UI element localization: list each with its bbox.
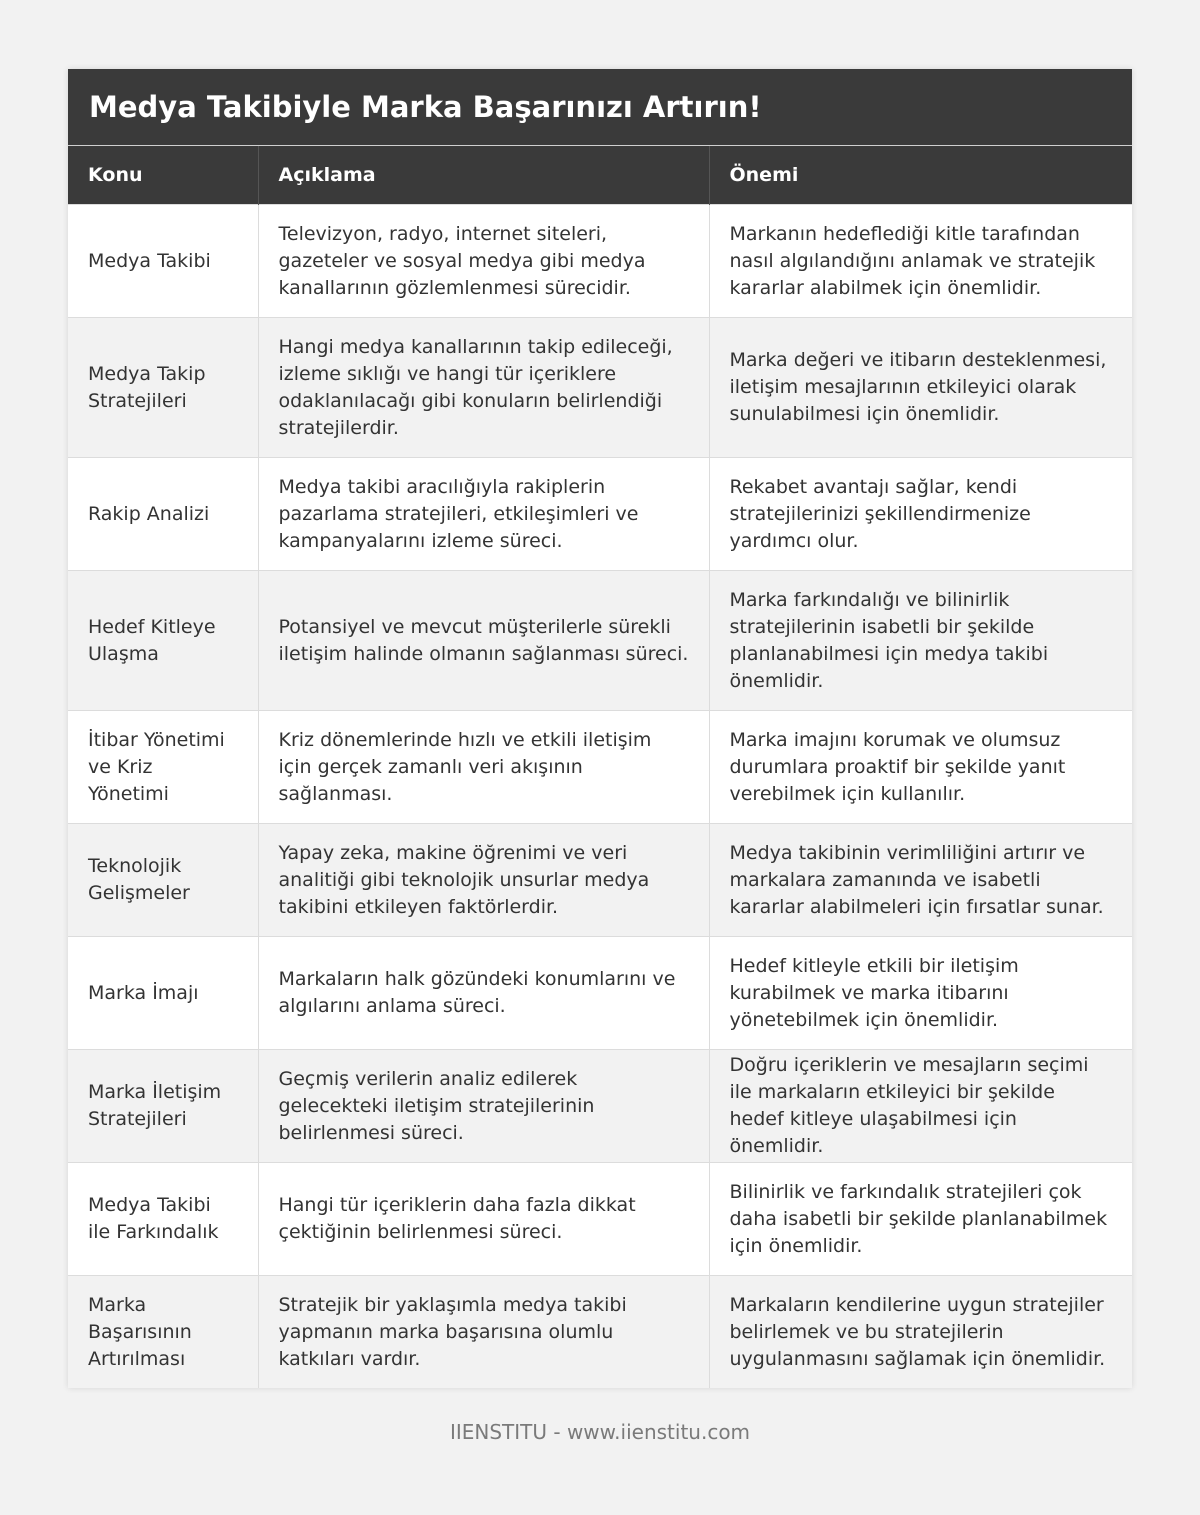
cell-onemi: Markanın hedeflediği kitle tarafından nasıl algılandığını anlamak ve stratejik kararlar alabilmek için önemlidir. — [709, 205, 1132, 318]
cell-konu: İtibar Yönetimi ve Kriz Yönetimi — [68, 711, 258, 824]
header-aciklama: Açıklama — [258, 146, 709, 205]
cell-konu: Medya Takip Stratejileri — [68, 318, 258, 458]
cell-konu: Medya Takibi ile Farkındalık — [68, 1163, 258, 1276]
table-row — [68, 1050, 1132, 1163]
table-row — [68, 937, 1132, 1050]
cell-aciklama: Yapay zeka, makine öğrenimi ve veri analitiği gibi teknolojik unsurlar medya takibini etkileyen faktörlerdir. — [258, 824, 709, 937]
cell-onemi: Bilinirlik ve farkındalık stratejileri çok daha isabetli bir şekilde planlanabilmek için önemlidir. — [709, 1163, 1132, 1276]
cell-konu: Marka Başarısının Artırılması — [68, 1276, 258, 1389]
cell-aciklama: Geçmiş verilerin analiz edilerek gelecekteki iletişim stratejilerinin belirlenmesi süreci. — [258, 1050, 709, 1163]
cell-onemi: Marka imajını korumak ve olumsuz durumlara proaktif bir şekilde yanıt verebilmek için kullanılır. — [709, 711, 1132, 824]
cell-onemi: Hedef kitleyle etkili bir iletişim kurabilmek ve marka itibarını yönetebilmek için önemlidir. — [709, 937, 1132, 1050]
cell-onemi: Marka farkındalığı ve bilinirlik stratejilerinin isabetli bir şekilde planlanabilmesi için medya takibi önemlidir. — [709, 571, 1132, 711]
table-row — [68, 1276, 1132, 1389]
cell-konu: Marka İletişim Stratejileri — [68, 1050, 258, 1163]
cell-aciklama: Potansiyel ve mevcut müşterilerle sürekli iletişim halinde olmanın sağlanması süreci. — [258, 571, 709, 711]
cell-konu: Medya Takibi — [68, 205, 258, 318]
cell-onemi: Medya takibinin verimliliğini artırır ve markalara zamanında ve isabetli kararlar alabilmeleri için fırsatlar sunar. — [709, 824, 1132, 937]
cell-konu: Rakip Analizi — [68, 458, 258, 571]
table-row — [68, 711, 1132, 824]
data-table — [68, 146, 1132, 1388]
header-konu: Konu — [68, 146, 258, 205]
cell-aciklama: Hangi tür içeriklerin daha fazla dikkat çektiğinin belirlenmesi süreci. — [258, 1163, 709, 1276]
table-row — [68, 824, 1132, 937]
cell-onemi: Marka değeri ve itibarın desteklenmesi, iletişim mesajlarının etkileyici olarak sunulabilmesi için önemlidir. — [709, 318, 1132, 458]
table-row — [68, 205, 1132, 318]
table-header-row — [68, 146, 1132, 205]
page-title: Medya Takibiyle Marka Başarınızı Artırın! — [89, 90, 762, 124]
cell-aciklama: Stratejik bir yaklaşımla medya takibi yapmanın marka başarısına olumlu katkıları vardır. — [258, 1276, 709, 1389]
footer-credit: IIENSTITU - www.iienstitu.com — [449, 1420, 751, 1444]
cell-aciklama: Hangi medya kanallarının takip edileceği, izleme sıklığı ve hangi tür içeriklere odaklanılacağı gibi konuların belirlendiği stratejilerdir. — [258, 318, 709, 458]
table-row — [68, 318, 1132, 458]
cell-aciklama: Televizyon, radyo, internet siteleri, gazeteler ve sosyal medya gibi medya kanallarının gözlemlenmesi sürecidir. — [258, 205, 709, 318]
header-onemi: Önemi — [709, 146, 1132, 205]
cell-onemi: Doğru içeriklerin ve mesajların seçimi ile markaların etkileyici bir şekilde hedef kitleye ulaşabilmesi için önemlidir. — [709, 1050, 1132, 1163]
table-row — [68, 1163, 1132, 1276]
title-bar — [68, 69, 1132, 146]
cell-onemi: Rekabet avantajı sağlar, kendi stratejilerinizi şekillendirmenize yardımcı olur. — [709, 458, 1132, 571]
table-card — [68, 69, 1132, 1388]
cell-onemi: Markaların kendilerine uygun stratejiler belirlemek ve bu stratejilerin uygulanmasını sağlamak için önemlidir. — [709, 1276, 1132, 1389]
cell-konu: Marka İmajı — [68, 937, 258, 1050]
cell-konu: Hedef Kitleye Ulaşma — [68, 571, 258, 711]
table-row — [68, 571, 1132, 711]
cell-aciklama: Kriz dönemlerinde hızlı ve etkili iletişim için gerçek zamanlı veri akışının sağlanması. — [258, 711, 709, 824]
cell-konu: Teknolojik Gelişmeler — [68, 824, 258, 937]
table-row — [68, 458, 1132, 571]
cell-aciklama: Markaların halk gözündeki konumlarını ve algılarını anlama süreci. — [258, 937, 709, 1050]
cell-aciklama: Medya takibi aracılığıyla rakiplerin pazarlama stratejileri, etkileşimleri ve kampanyalarını izleme süreci. — [258, 458, 709, 571]
